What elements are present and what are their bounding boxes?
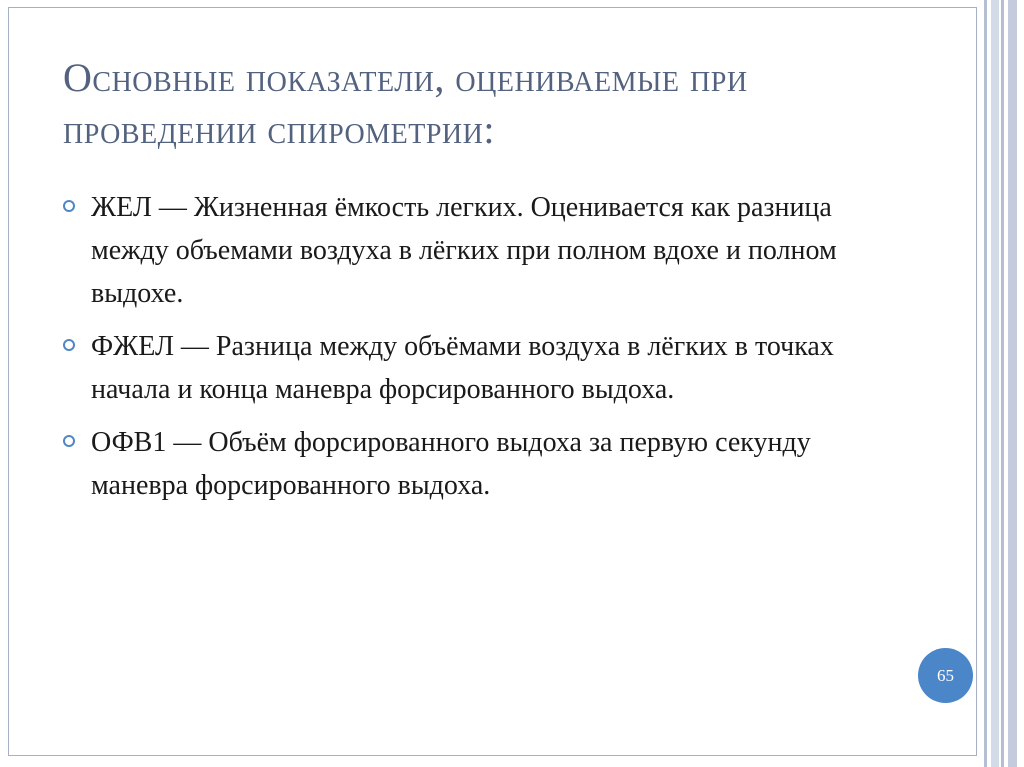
page-number-badge: 65	[918, 648, 973, 703]
slide-title: Основные показатели, оцениваемые при проведении спирометрии:	[63, 55, 748, 152]
bullet-text: ЖЕЛ — Жизненная ёмкость легких. Оценивается как разница между объемами воздуха в лёгких при полном вдохе и полном выдохе.	[91, 192, 837, 309]
decorative-side-stripes	[977, 0, 1024, 767]
bullet-circle-icon	[63, 200, 75, 212]
bullet-item	[63, 186, 903, 315]
bullet-circle-icon	[63, 435, 75, 447]
bullet-text: ОФВ1 — Объём форсированного выдоха за первую секунду маневра форсированного выдоха.	[91, 427, 811, 501]
bullet-circle-icon	[63, 339, 75, 351]
bullet-list	[63, 186, 903, 517]
bullet-item	[63, 421, 903, 507]
bullet-text: ФЖЕЛ — Разница между объёмами воздуха в лёгких в точках начала и конца маневра форсированного выдоха.	[91, 331, 834, 405]
bullet-item	[63, 325, 903, 411]
